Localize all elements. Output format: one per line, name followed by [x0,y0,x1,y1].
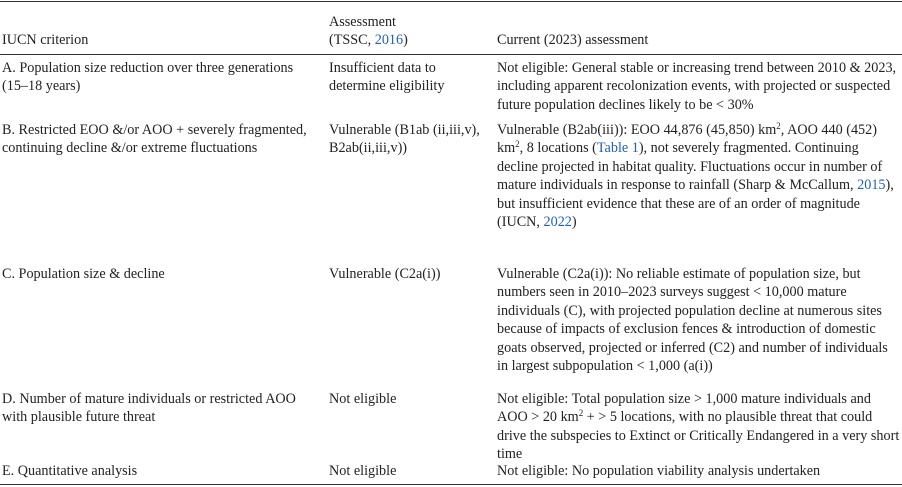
citation-link-iucn-2022[interactable]: 2022 [543,214,572,231]
row-b-current [497,121,901,231]
row-d-criterion: D. Number of mature individuals or restricted AOO with plausible future threat [2,391,296,426]
superscript-2: 2 [578,408,584,419]
row-d-assessment: Not eligible [329,391,397,407]
row-d-current-text-1: Not eligible: Total population size > 1,000 mature individuals and AOO > 20 km [497,391,871,426]
row-a-current: Not eligible: General stable or increasing trend between 2010 & 2023, including apparent recolonization events, with projected or suspected future population declines likely to be < 30% [497,60,897,113]
row-b-current-text-2: , AOO 440 (452) km [497,122,877,157]
row-b-current-text-4: ), not severely fragmented. Continuing decline projected in habitat quality. Fluctuations occur in number of mature individuals in response to rainfall (Sharp & McCallum, [497,140,883,194]
row-c-assessment: Vulnerable (C2a(i)) [329,266,441,282]
row-d-current-text-2: + > 5 locations, with no plausible threat that could drive the subspecies to Extinct or Critically Endangered in a very short time [497,409,900,463]
row-b-current-text-6: ) [571,214,577,231]
table-1-link[interactable]: Table 1 [596,140,639,157]
row-b-assessment: Vulnerable (B1ab (ii,iii,v), B2ab(ii,iii,v)) [329,122,480,157]
table-top-rule [0,1,902,2]
row-c-current: Vulnerable (C2a(i)): No reliable estimate of population size, but numbers seen in 2010–2023 surveys suggest < 10,000 mature individuals (C), with projected population decline at numerous sites because of impacts of exclusion fences & introduction of domestic goats observed, projected or inferred (C2) and number of individuals in largest subpopulation < 1,000 (a(i)) [497,266,888,375]
header-criterion: IUCN criterion [2,32,89,48]
table-header-rule [0,54,902,55]
row-e-assessment: Not eligible [329,463,397,479]
row-b-criterion: B. Restricted EOO &/or AOO + severely fragmented, continuing decline &/or extreme fluctuations [2,122,307,157]
header-current: Current (2023) assessment [497,32,649,48]
row-b-current-text-5: ), but insufficient evidence that these are of an order of magnitude (IUCN, [497,177,894,231]
row-c-criterion: C. Population size & decline [2,266,165,282]
row-d-current [497,390,901,464]
row-a-criterion: A. Population size reduction over three generations (15–18 years) [2,60,294,95]
row-b-current-text-3: , 8 locations ( [519,140,597,157]
header-assessment-line1: Assessment [329,14,396,30]
superscript-2: 2 [515,139,520,150]
citation-link-tssc-2016[interactable]: 2016 [374,32,404,49]
citation-link-sharp-2015[interactable]: 2015 [857,177,886,194]
row-b-current-text-1: Vulnerable (B2ab(iii)): EOO 44,876 (45,850) km [497,122,777,138]
row-e-criterion: E. Quantitative analysis [2,463,138,479]
row-a-assessment: Insufficient data to determine eligibility [329,60,445,95]
superscript-2: 2 [776,121,781,131]
header-assessment-line2a: (TSSC, [329,32,375,49]
header-assessment-line2b: ) [403,32,408,49]
row-e-current: Not eligible: No population viability analysis undertaken [497,463,821,479]
header-assessment [329,13,493,50]
table-bottom-rule [0,484,902,485]
